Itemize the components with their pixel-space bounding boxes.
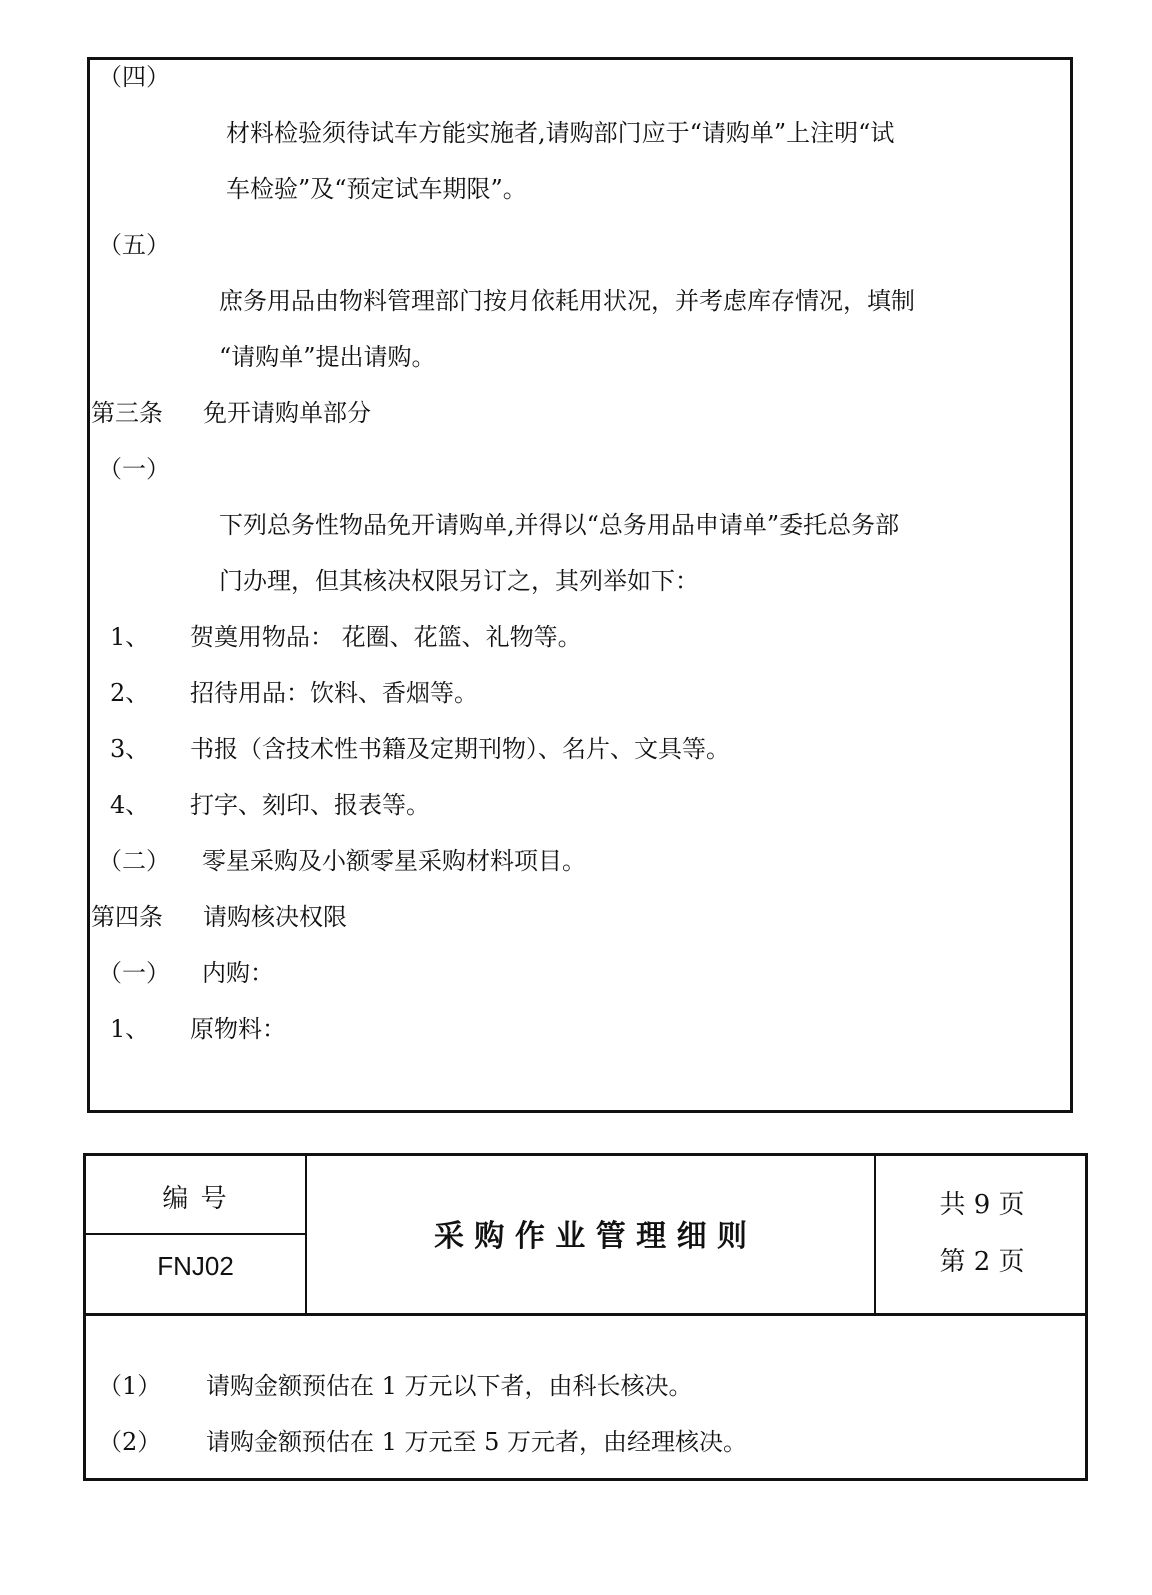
document-header-table: [83, 1153, 1088, 1316]
section-label: [98, 454, 170, 484]
item-text: “请购单”提出请购。: [219, 343, 436, 371]
list-number: 4、: [110, 791, 150, 819]
list-text: 招待用品：饮料、香烟等。: [190, 679, 478, 707]
list-number: （2）: [98, 1428, 162, 1456]
section-label: [98, 846, 586, 876]
paragraph-line: [219, 566, 699, 596]
list-text: 原物料：: [190, 1015, 286, 1043]
list-text: 打字、刻印、报表等。: [190, 791, 430, 819]
section-label: [98, 62, 170, 92]
list-item: [110, 678, 478, 708]
item-text: 门办理，但其核决权限另订之，其列举如下：: [219, 567, 699, 595]
item-text: 车检验”及“预定试车期限”。: [226, 175, 527, 203]
list-number: 2、: [110, 679, 150, 707]
paragraph-line: [226, 174, 527, 204]
item-text: 下列总务性物品免开请购单,并得以“总务用品申请单”委托总务部: [219, 511, 900, 539]
item-label: （五）: [98, 231, 170, 259]
paragraph-line: [219, 510, 899, 540]
list-number: （1）: [98, 1372, 162, 1400]
current-page: 第 2 页: [939, 1247, 1025, 1277]
item-label: （一）: [98, 455, 170, 483]
list-item: [98, 1427, 748, 1457]
article-label: 第四条: [91, 903, 163, 931]
list-number: 1、: [110, 623, 150, 651]
item-label: （四）: [98, 63, 170, 91]
paragraph-line: [219, 342, 436, 372]
article-title: 请购核决权限: [203, 903, 347, 931]
divider: [874, 1156, 876, 1313]
total-pages: 共 9 页: [939, 1190, 1025, 1220]
item-text: 零星采购及小额零星采购材料项目。: [202, 847, 586, 875]
code-value: FNJ02: [157, 1251, 234, 1281]
list-item: [110, 622, 582, 652]
paragraph-line: [226, 118, 894, 148]
list-number: 1、: [110, 1015, 150, 1043]
document-title: 采 购 作 业 管 理 细 则: [433, 1219, 748, 1254]
item-text: 材料检验须待试车方能实施者,请购部门应于“请购单”上注明“试: [226, 119, 895, 147]
item-label: （一）: [98, 959, 170, 987]
article-label: 第三条: [91, 399, 163, 427]
article-heading: [91, 398, 371, 428]
list-item: [110, 790, 430, 820]
article-title: 免开请购单部分: [203, 399, 371, 427]
list-number: 3、: [110, 735, 150, 763]
section-label: [98, 958, 274, 988]
item-label: （二）: [98, 847, 170, 875]
list-item: [110, 1014, 286, 1044]
divider: [86, 1233, 307, 1235]
item-text: 内购：: [202, 959, 274, 987]
item-text: 庶务用品由物料管理部门按月依耗用状况，并考虑库存情况，填制: [219, 287, 915, 315]
paragraph-line: [219, 286, 915, 316]
article-heading: [91, 902, 347, 932]
list-text: 请购金额预估在 1 万元以下者，由科长核决。: [206, 1372, 693, 1400]
list-text: 贺奠用物品： 花圈、花篮、礼物等。: [190, 623, 582, 651]
list-text: 请购金额预估在 1 万元至 5 万元者，由经理核决。: [206, 1428, 748, 1456]
list-item: [110, 734, 730, 764]
list-text: 书报（含技术性书籍及定期刊物）、名片、文具等。: [190, 735, 730, 763]
list-item: [98, 1371, 693, 1401]
code-label: 编 号: [162, 1184, 229, 1214]
section-label: [98, 230, 170, 260]
